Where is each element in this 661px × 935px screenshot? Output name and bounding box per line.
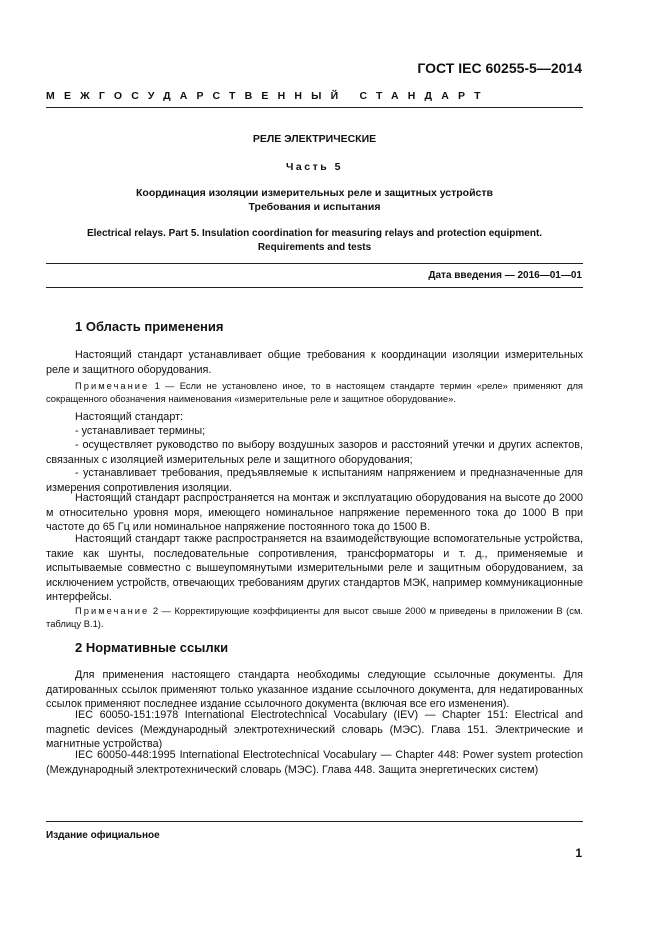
- section-1-list-item-1: - устанавливает термины;: [75, 425, 206, 437]
- date-divider-bottom: [46, 287, 583, 288]
- part-label: Часть 5: [286, 161, 343, 173]
- section-1-list-item-2: - осуществляет руководство по выбору воздушных зазоров и расстояний утечки и других аспектов, связанных с изоляцией измерительных реле и защитного оборудования;: [46, 439, 583, 466]
- section-2-heading: 2 Нормативные ссылки: [75, 640, 229, 655]
- subtitle-line-2: Требования и испытания: [248, 201, 381, 213]
- section-1-heading: 1 Область применения: [75, 319, 224, 334]
- top-divider: [46, 107, 583, 108]
- note-1-label: Примечание: [75, 380, 150, 391]
- note-2: [46, 604, 583, 630]
- section-1-paragraph-3: Настоящий стандарт распространяется на монтаж и эксплуатацию оборудования на высоте до 2000 м относительно уровня моря, имеющего номинальное напряжение переменного тока до 1000 В при частоте до 65 Гц или номинальное напряжение постоянного тока до 1500 В.: [46, 492, 583, 533]
- section-1-list-item-3: - устанавливает требования, предъявляемые к испытаниям напряжением и предназначенные для измерения сопротивления изоляции.: [46, 467, 583, 494]
- note-1-text: 1 — Если не установлено иное, то в настоящем стандарте термин «реле» применяют для сокращенного обозначения наименования «измерительные реле и защитное оборудование».: [46, 380, 583, 404]
- note-2-label: Примечание: [75, 605, 150, 616]
- document-title: РЕЛЕ ЭЛЕКТРИЧЕСКИЕ: [252, 133, 377, 145]
- document-subtitle: [46, 186, 583, 214]
- note-2-text: 2 — Корректирующие коэффициенты для высот свыше 2000 м приведены в приложении B (см. таблицу B.1).: [46, 605, 584, 629]
- english-title-line-1: Electrical relays. Part 5. Insulation coordination for measuring relays and protection equipment.: [86, 228, 543, 239]
- english-title-line-2: Requirements and tests: [257, 242, 372, 253]
- official-edition-label: Издание официальное: [46, 830, 160, 841]
- section-1-paragraph-4: Настоящий стандарт также распространяется на взаимодействующие вспомогательные устройства, такие как шунты, последовательные сопротивления, трансформаторы и т. д., применяемые и испытываемые совместно с вышеупомянутыми измерительными реле и защитным оборудованием, за исключением устройств, отвечающих требованиям других стандартов МЭК, например коммуникационные интерфейсы.: [46, 533, 583, 603]
- section-1-paragraph-1: Настоящий стандарт устанавливает общие требования к координации изоляции измерительных реле и защитного оборудования.: [46, 349, 583, 376]
- english-title: [46, 227, 583, 255]
- date-divider-top: [46, 263, 583, 264]
- section-2-reference-1: IEC 60050-151:1978 International Electrotechnical Vocabulary (IEV) — Chapter 151: Electrical and magnetic devices (Международный электротехнический словарь (МЭС). Глава 151. Электрические и магнитные устройства): [46, 709, 583, 750]
- section-1-paragraph-2: Настоящий стандарт:: [75, 411, 184, 423]
- introduction-date: Дата введения — 2016—01—01: [428, 270, 582, 281]
- document-code: ГОСТ IEC 60255-5—2014: [417, 60, 582, 76]
- interstate-standard-label: МЕЖГОСУДАРСТВЕННЫЙ СТАНДАРТ: [46, 90, 490, 102]
- section-2-paragraph-1: Для применения настоящего стандарта необходимы следующие ссылочные документы. Для датированных ссылок применяют только указанное издание ссылочного документа, для недатированных ссылок применяют последнее издание ссылочного документа (включая все его изменения).: [46, 669, 583, 710]
- page-number: 1: [575, 846, 582, 860]
- subtitle-line-1: Координация изоляции измерительных реле и защитных устройств: [136, 187, 493, 199]
- footer-divider: [46, 821, 583, 822]
- note-1: [46, 379, 583, 405]
- section-2-reference-2: IEC 60050-448:1995 International Electrotechnical Vocabulary — Chapter 448: Power system protection (Международный электротехнический словарь (МЭС). Глава 448. Защита энергетических систем): [46, 749, 583, 776]
